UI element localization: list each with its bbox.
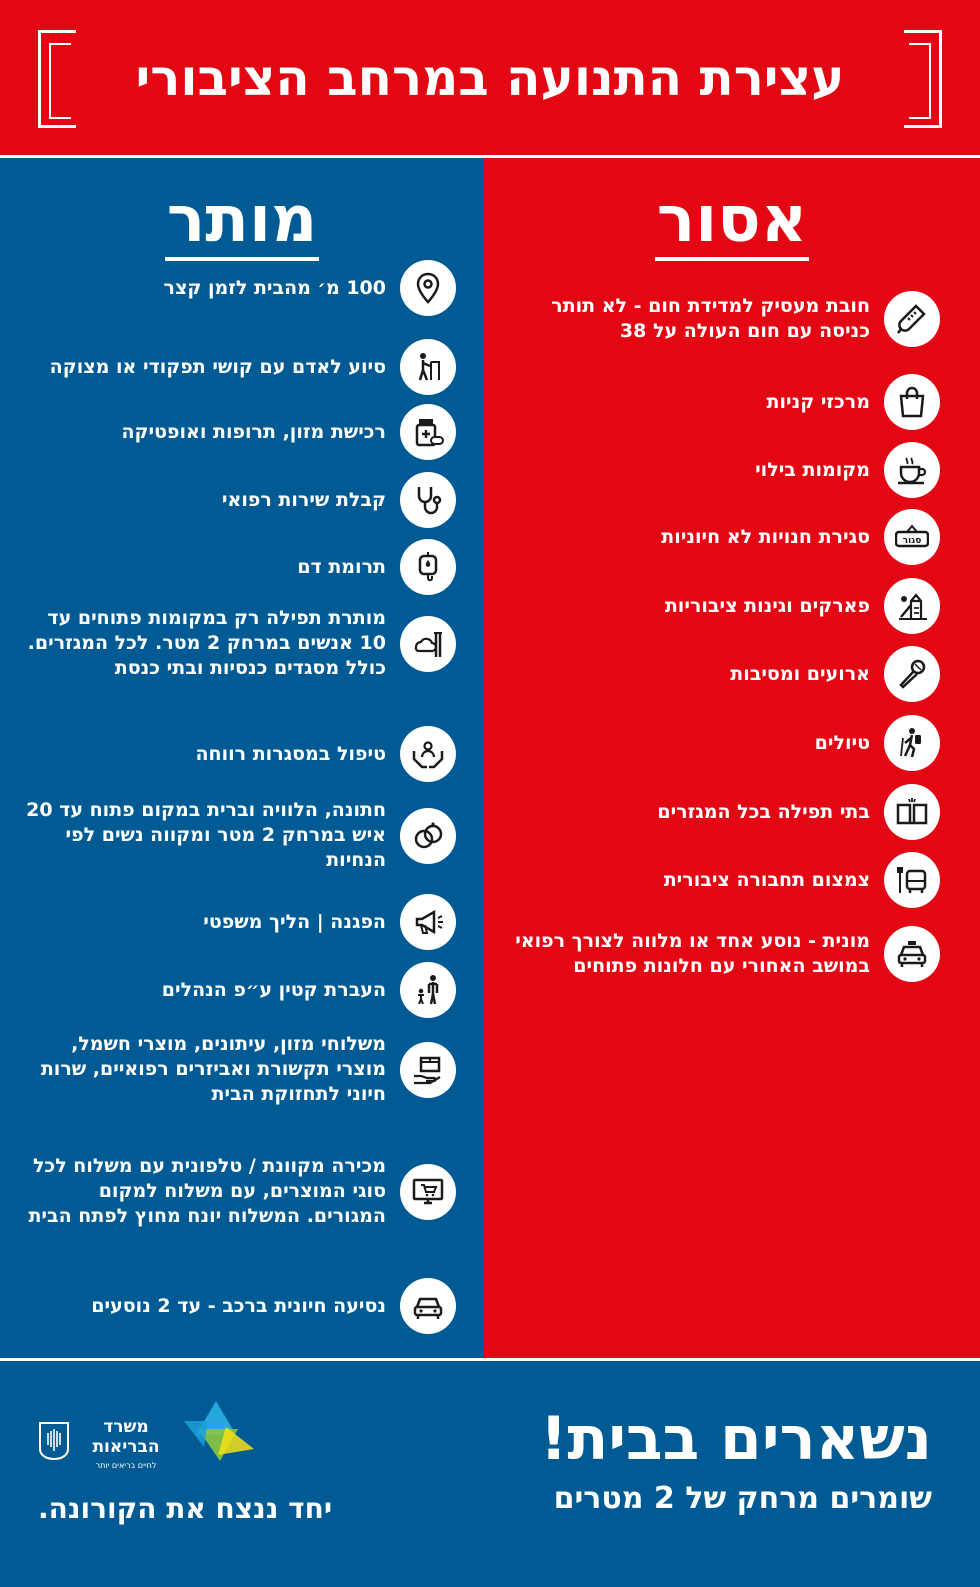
corona-slogan: יחד ננצח את הקורונה. xyxy=(38,1492,333,1525)
allowed-item-protest xyxy=(16,894,456,950)
location-pin-icon xyxy=(400,260,456,316)
allowed-item-label: מותרת תפילה רק במקומות פתוחים עד 10 אנשים במרחק 2 מטר. לכל המגזרים. כולל מסגדים כנסיות ובתי כנסת xyxy=(27,607,386,679)
open-book-icon xyxy=(884,784,940,840)
header-banner xyxy=(0,0,980,158)
forbidden-item-parks xyxy=(510,578,940,634)
allowed-item-welfare xyxy=(16,726,456,782)
forbidden-item-public-transport xyxy=(510,852,940,908)
forbidden-item-trips xyxy=(510,715,940,771)
allowed-title: מותר xyxy=(165,183,320,261)
hiker-icon xyxy=(884,715,940,771)
thermometer-icon xyxy=(884,291,940,347)
allowed-item-purchases xyxy=(16,404,456,460)
forbidden-item-label: בתי תפילה בכל המגזרים xyxy=(657,800,870,823)
forbidden-item-label: מקומות בילוי xyxy=(755,458,870,481)
allowed-item-label: העברת קטין ע״פ הנהלים xyxy=(161,978,386,1001)
playground-icon xyxy=(884,578,940,634)
stethoscope-icon xyxy=(400,472,456,528)
closed-sign-text: סגור xyxy=(902,536,922,546)
forbidden-item-label: מרכזי קניות xyxy=(766,390,870,413)
star-of-david-logo-icon xyxy=(178,1399,258,1479)
forbidden-item-label: חובת מעסיק למדידת חום - לא תותר כניסה עם חום העולה על 38 xyxy=(551,295,870,342)
allowed-item-essential-driving xyxy=(16,1278,456,1334)
allowed-item-online-sales xyxy=(16,1154,456,1229)
allowed-item-label: מכירה מקוונת / טלפונית עם משלוח לכל סוגי המוצרים, עם משלוח למקום המגורים. המשלוח יונח מחוץ לפתח הבית xyxy=(28,1155,386,1227)
outdoor-prayer-icon xyxy=(400,616,456,672)
stay-home-headline: נשארים בבית! xyxy=(539,1404,932,1474)
allowed-item-blood-donation xyxy=(16,539,456,595)
state-emblem-icon xyxy=(38,1421,70,1461)
adult-child-icon xyxy=(400,962,456,1018)
allowed-item-label: טיפול במסגרות רווחה xyxy=(195,742,386,765)
allowed-item-assistance xyxy=(16,339,456,395)
blood-bag-icon xyxy=(400,539,456,595)
bus-stop-icon xyxy=(884,852,940,908)
ministry-logo xyxy=(38,1399,338,1489)
allowed-item-label: קבלת שירות רפואי xyxy=(221,488,386,511)
forbidden-item-taxi xyxy=(510,926,940,982)
left-bracket-ornament xyxy=(38,30,76,128)
allowed-item-prayer xyxy=(16,606,456,681)
allowed-item-label: סיוע לאדם עם קושי תפקודי או מצוקה xyxy=(49,355,386,378)
closed-sign-icon xyxy=(884,509,940,565)
microphone-icon xyxy=(884,646,940,702)
allowed-item-short-walk xyxy=(16,260,456,316)
forbidden-item-label: סגירת חנויות לא חיוניות xyxy=(661,525,870,548)
allowed-item-label: חתונה, הלוויה וברית במקום פתוח עד 20 איש במרחק 2 מטר ומקווה נשים לפי הנחיות xyxy=(26,799,386,871)
keep-distance-subtitle: שומרים מרחק של 2 מטרים xyxy=(553,1481,932,1516)
allowed-item-label: נסיעה חיונית ברכב - עד 2 נוסעים xyxy=(91,1294,386,1317)
page-title: עצירת התנועה במרחב הציבורי xyxy=(135,49,845,107)
megaphone-icon xyxy=(400,894,456,950)
forbidden-title: אסור xyxy=(655,183,810,261)
ministry-tagline: לחיים בריאים יותר xyxy=(95,1461,157,1470)
allowed-item-label: תרומת דם xyxy=(297,555,386,578)
coffee-cup-icon xyxy=(884,442,940,498)
allowed-item-events xyxy=(16,798,456,873)
caring-hands-icon xyxy=(400,726,456,782)
right-bracket-ornament xyxy=(904,30,942,128)
forbidden-item-malls xyxy=(510,374,940,430)
allowed-item-minor-transfer xyxy=(16,962,456,1018)
allowed-item-label: הפגנה | הליך משפטי xyxy=(203,910,386,933)
forbidden-column xyxy=(484,158,980,1358)
forbidden-item-label: מונית - נוסע אחד או מלווה לצורך רפואי במושב האחורי עם חלונות פתוחים xyxy=(515,930,870,977)
forbidden-item-label: פארקים וגינות ציבוריות xyxy=(664,594,870,617)
forbidden-item-entertainment xyxy=(510,442,940,498)
forbidden-item-temperature xyxy=(510,291,940,347)
allowed-item-label: 100 מ׳ מהבית לזמן קצר xyxy=(163,276,386,299)
car-icon xyxy=(400,1278,456,1334)
allowed-column xyxy=(0,158,484,1358)
taxi-icon xyxy=(884,926,940,982)
forbidden-item-label: ארועים ומסיבות xyxy=(730,662,870,685)
allowed-item-medical xyxy=(16,472,456,528)
shopping-bag-icon xyxy=(884,374,940,430)
forbidden-item-label: צמצום תחבורה ציבורית xyxy=(663,868,870,891)
walker-assist-icon xyxy=(400,339,456,395)
footer-banner xyxy=(0,1358,980,1587)
forbidden-item-stores-closure xyxy=(510,509,940,565)
allowed-item-label: רכישת מזון, תרופות ואופטיקה xyxy=(121,420,386,443)
online-shopping-icon xyxy=(400,1164,456,1220)
delivery-box-icon xyxy=(400,1042,456,1098)
forbidden-item-parties xyxy=(510,646,940,702)
ministry-name: משרד הבריאות xyxy=(92,1417,160,1457)
medicine-jar-icon xyxy=(400,404,456,460)
allowed-item-label: משלוחי מזון, עיתונים, מוצרי חשמל, מוצרי תקשורת ואביזרים רפואיים, שרות חיוני לתחזוקת הבית xyxy=(40,1033,386,1105)
wedding-rings-icon xyxy=(400,808,456,864)
forbidden-item-label: טיולים xyxy=(814,731,870,754)
forbidden-item-houses-of-prayer xyxy=(510,784,940,840)
allowed-item-deliveries xyxy=(16,1032,456,1107)
